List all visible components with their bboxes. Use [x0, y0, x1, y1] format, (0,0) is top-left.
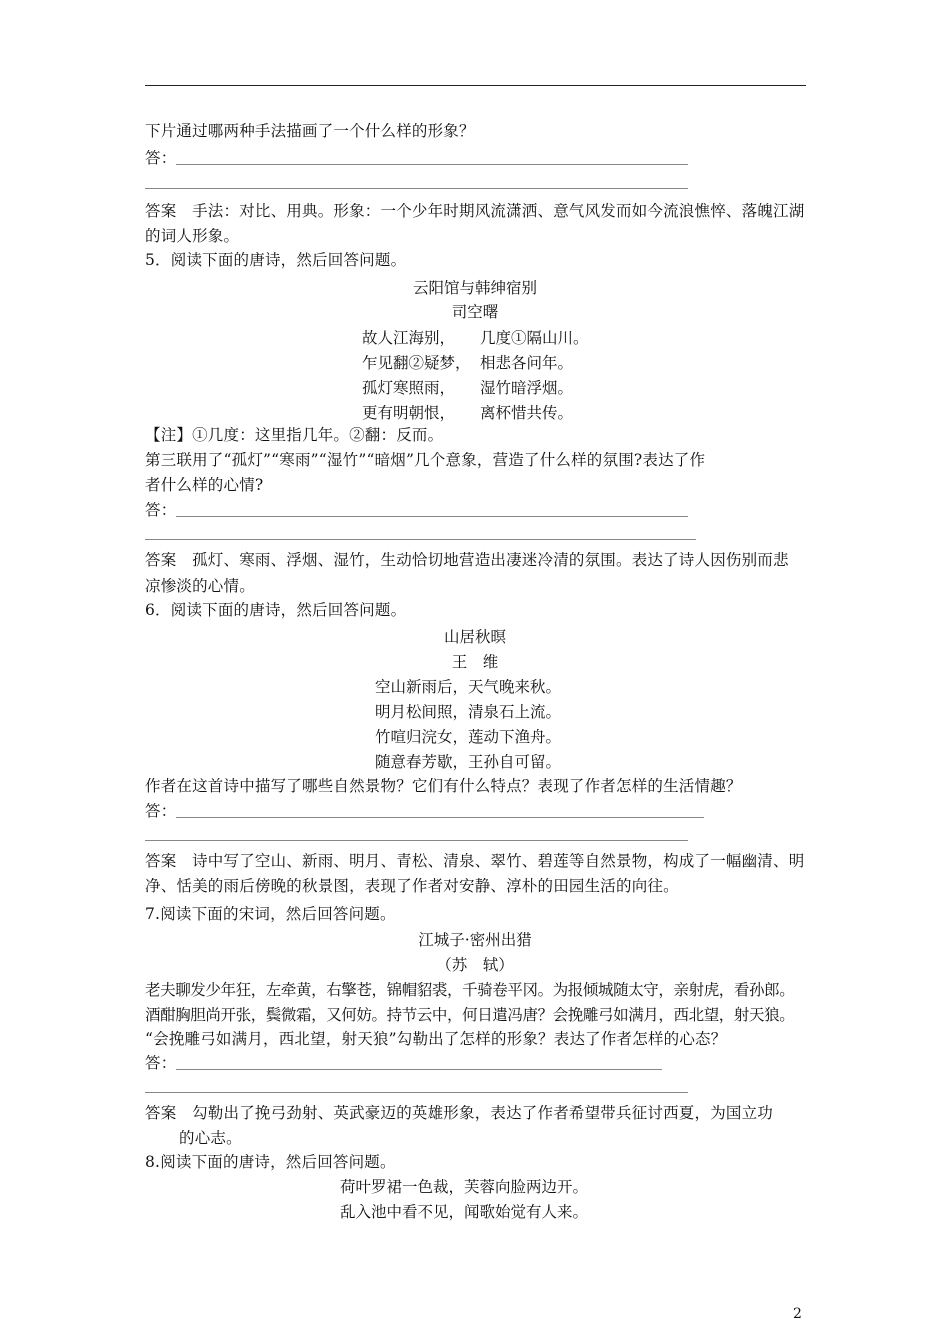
q5-question-line2: 者什么样的心情?: [145, 476, 264, 494]
poem-line: 竹喧归浣女，莲动下渔舟。: [375, 728, 562, 746]
q6-intro: 6．阅读下面的唐诗，然后回答问题。: [145, 601, 407, 619]
poem-line: 随意春芳歇，王孙自可留。: [375, 753, 562, 771]
poem-line: 孤灯寒照雨， 湿竹暗浮烟。: [362, 379, 574, 397]
q7-text-line1: 老夫聊发少年狂，左牵黄，右擎苍，锦帽貂裘，千骑卷平冈。为报倾城随太守，亲射虎，看孙郎。: [145, 981, 795, 999]
q6-answer-line2: 净、恬美的雨后傍晚的秋景图，表现了作者对安静、淳朴的田园生活的向往。: [145, 877, 679, 895]
poem-line: 乱入池中看不见，闻歌始觉有人来。: [340, 1203, 589, 1221]
q6-poem-author: 王 维: [451, 653, 499, 671]
q7-poem-author: （苏 轼）: [436, 956, 514, 974]
answer-blank-line: [145, 539, 696, 540]
header-rule: [145, 85, 806, 86]
answer-blank-line: [176, 817, 704, 818]
q8-intro: 8.阅读下面的唐诗，然后回答问题。: [145, 1153, 396, 1171]
q5-intro: 5．阅读下面的唐诗，然后回答问题。: [145, 251, 407, 269]
answer-blank-line: [176, 1069, 662, 1070]
q7-question: “会挽雕弓如满月，西北望，射天狼”勾勒出了怎样的形象？表达了作者怎样的心态？: [145, 1030, 727, 1048]
q5-poem-author: 司空曙: [451, 303, 499, 321]
q6-answer-line1: 答案 诗中写了空山、新雨、明月、青松、清泉、翠竹、碧莲等自然景物，构成了一幅幽清、明: [145, 852, 805, 870]
q5-question-line1: 第三联用了“孤灯”“寒雨”“湿竹”“暗烟”几个意象，营造了什么样的氛围?表达了作: [145, 451, 706, 469]
q7-intro: 7.阅读下面的宋词，然后回答问题。: [145, 905, 396, 923]
answer-blank-line: [176, 516, 688, 517]
poem-line: 空山新雨后，天气晚来秋。: [375, 678, 562, 696]
q7-answer-line1: 答案 勾勒出了挽弓劲射、英武豪迈的英雄形象，表达了作者希望带兵征讨西夏，为国立功: [145, 1104, 774, 1122]
poem-line: 明月松间照，清泉石上流。: [375, 703, 562, 721]
q7-text-line2: 酒酣胸胆尚开张，鬓微霜，又何妨。持节云中，何日遣冯唐？会挽雕弓如满月，西北望，射天狼。: [145, 1006, 795, 1024]
q4-answer-line2: 的词人形象。: [145, 227, 240, 245]
answer-blank-line: [145, 1092, 688, 1093]
poem-line: 故人江海别， 几度①隔山川。: [362, 329, 589, 347]
q4-question: 下片通过哪两种手法描画了一个什么样的形象？: [145, 122, 475, 140]
q5-poem-title: 云阳馆与韩绅宿别: [412, 279, 537, 297]
answer-blank-line: [145, 840, 688, 841]
answer-blank-line: [145, 188, 688, 189]
q6-poem-title: 山居秋暝: [443, 628, 506, 646]
q7-poem-title: 江城子·密州出猎: [418, 931, 532, 949]
q5-answer-line1: 答案 孤灯、寒雨、浮烟、湿竹，生动恰切地营造出凄迷冷清的氛围。表达了诗人因伤别而悲: [145, 551, 789, 569]
q5-note: 【注】①几度：这里指几年。②翻：反而。: [145, 426, 444, 444]
q4-answer-prompt: 答：: [145, 149, 177, 167]
q4-answer-line1: 答案 手法：对比、用典。形象：一个少年时期风流潇洒、意气风发而如今流浪憔悴、落魄江湖: [145, 202, 805, 220]
answer-blank-line: [176, 164, 688, 165]
poem-line: 荷叶罗裙一色裁，芙蓉向脸两边开。: [340, 1178, 589, 1196]
page-number: 2: [793, 1306, 802, 1322]
q6-answer-prompt: 答：: [145, 802, 177, 820]
q5-answer-line2: 凉惨淡的心情。: [145, 577, 255, 595]
poem-line: 乍见翻②疑梦， 相悲各问年。: [362, 354, 574, 372]
q6-question: 作者在这首诗中描写了哪些自然景物？它们有什么特点？表现了作者怎样的生活情趣？: [145, 777, 742, 795]
q5-answer-prompt: 答：: [145, 501, 177, 519]
q7-answer-prompt: 答：: [145, 1054, 177, 1072]
poem-line: 更有明朝恨， 离杯惜共传。: [362, 404, 574, 422]
q7-answer-line2: 的心志。: [179, 1129, 242, 1147]
